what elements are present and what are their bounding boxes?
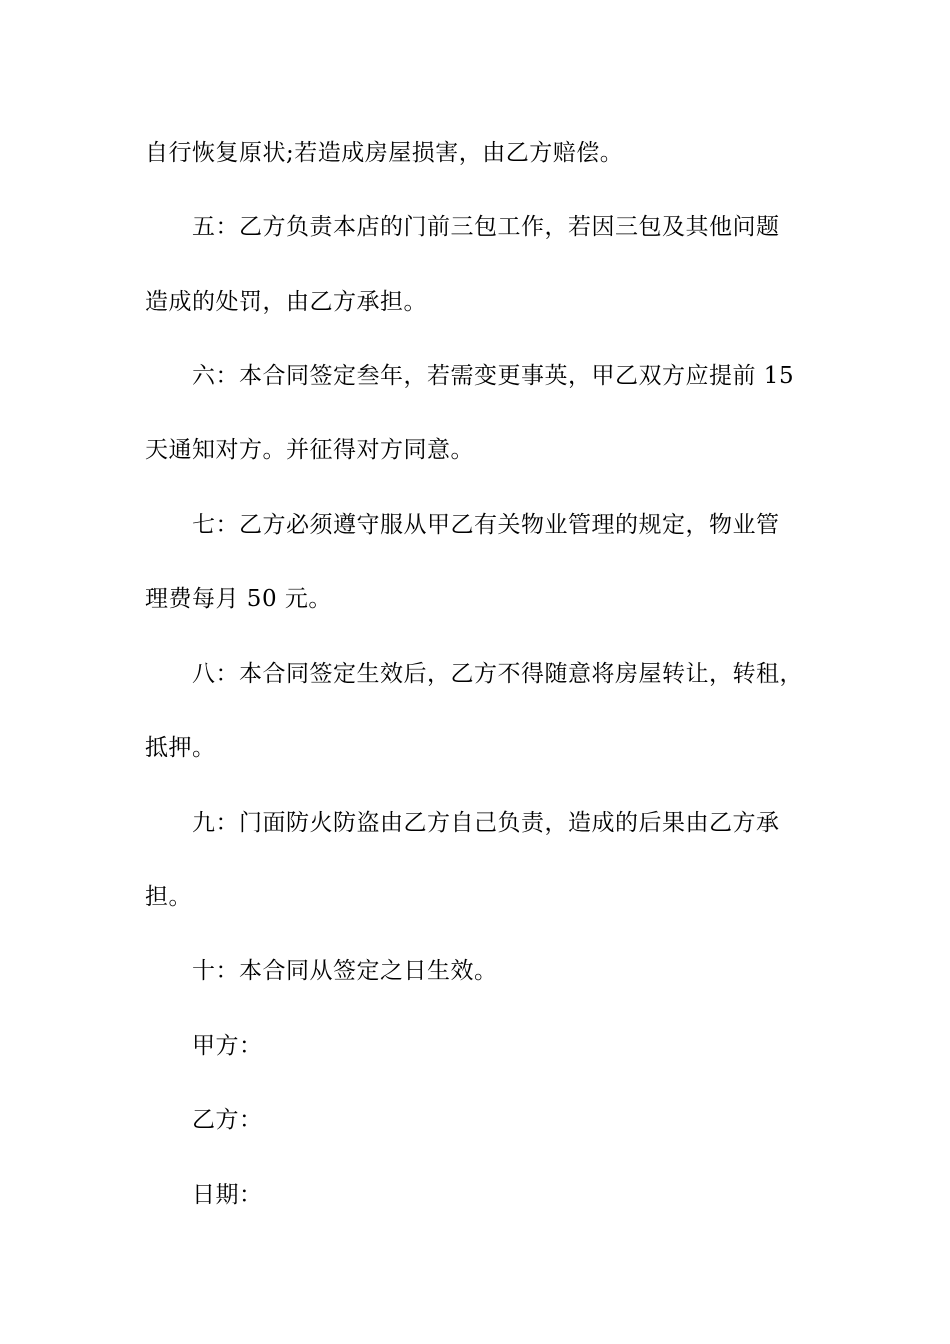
clause-five: 五：乙方负责本店的门前三包工作，若因三包及其他问题 bbox=[192, 214, 780, 240]
date-label: 日期： bbox=[192, 1182, 263, 1208]
clause-nine: 九：门面防火防盗由乙方自己负责，造成的后果由乙方承 bbox=[192, 810, 780, 836]
clause-ten: 十：本合同从签定之日生效。 bbox=[192, 958, 498, 984]
party-a-label: 甲方： bbox=[192, 1033, 263, 1059]
party-b-label: 乙方： bbox=[192, 1107, 263, 1133]
text-line: 造成的处罚，由乙方承担。 bbox=[145, 289, 427, 315]
clause-eight: 八：本合同签定生效后，乙方不得随意将房屋转让，转租， bbox=[192, 661, 803, 687]
clause-seven: 七：乙方必须遵守服从甲乙有关物业管理的规定，物业管 bbox=[192, 512, 780, 538]
clause-six: 六：本合同签定叁年，若需变更事英，甲乙双方应提前 15 bbox=[192, 363, 795, 389]
text-line: 抵押。 bbox=[145, 735, 216, 761]
text-line: 自行恢复原状;若造成房屋损害，由乙方赔偿。 bbox=[145, 140, 624, 166]
text-line: 理费每月 50 元。 bbox=[145, 586, 332, 612]
text-line: 天通知对方。并征得对方同意。 bbox=[145, 437, 474, 463]
text-line: 担。 bbox=[145, 884, 192, 910]
